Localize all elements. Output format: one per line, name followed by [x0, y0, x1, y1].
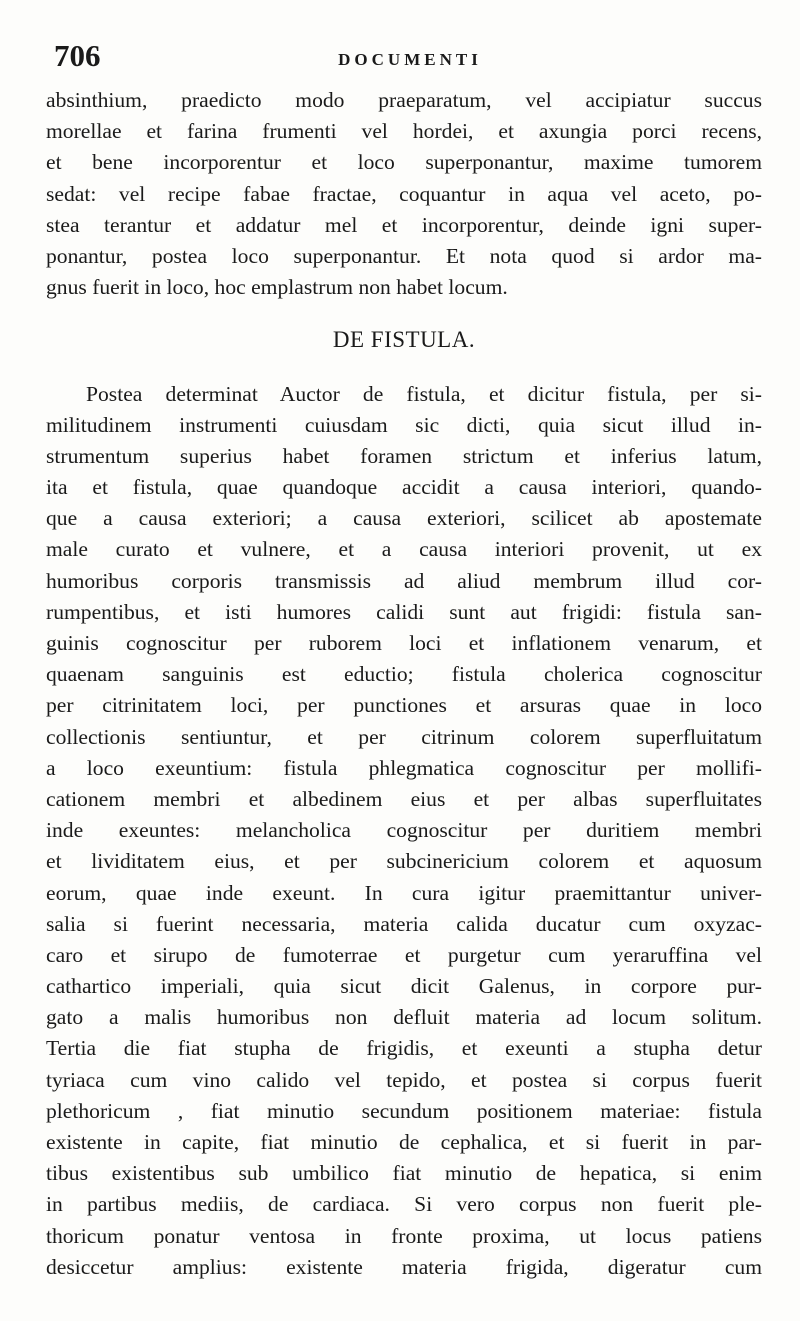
text-line: tibus existentibus sub umbilico fiat minutio de hepatica, si enim — [46, 1161, 762, 1186]
text-line: ponantur, postea loco superponantur. Et nota quod si ardor ma- — [46, 243, 762, 268]
text-line: rumpentibus, et isti humores calidi sunt aut frigidi: fistula san- — [46, 599, 762, 624]
text-line: salia si fuerint necessaria, materia calida ducatur cum oxyzac- — [46, 911, 762, 936]
paragraph-2 — [46, 379, 762, 1283]
text-line: male curato et vulnere, et a causa interiori provenit, ut ex — [46, 537, 762, 562]
text-line: cathartico imperiali, quia sicut dicit Galenus, in corpore pur- — [46, 974, 762, 999]
body-text — [46, 85, 762, 1283]
page-number: 706 — [54, 38, 101, 73]
text-line: per citrinitatem loci, per punctiones et arsuras quae in loco — [46, 693, 762, 718]
text-line: collectionis sentiuntur, et per citrinum colorem superfluitatum — [46, 724, 762, 749]
text-line: tyriaca cum vino calido vel tepido, et postea si corpus fuerit — [46, 1067, 762, 1092]
text-line: plethoricum , fiat minutio secundum positionem materiae: fistula — [46, 1098, 762, 1123]
text-line: et lividitatem eius, et per subcinericium colorem et aquosum — [46, 849, 762, 874]
text-line: ita et fistula, quae quandoque accidit a causa interiori, quando- — [46, 475, 762, 500]
text-line: absinthium, praedicto modo praeparatum, vel accipiatur succus — [46, 88, 762, 112]
text-line: que a causa exteriori; a causa exteriori, scilicet ab apostemate — [46, 506, 762, 531]
text-line: et bene incorporentur et loco superponantur, maxime tumorem — [46, 150, 762, 175]
text-line: stea terantur et addatur mel et incorporentur, deinde igni super- — [46, 212, 762, 237]
text-line: sedat: vel recipe fabae fractae, coquantur in aqua vel aceto, po- — [46, 181, 762, 206]
text-line: humoribus corporis transmissis ad aliud membrum illud cor- — [46, 568, 762, 593]
text-line: a loco exeuntium: fistula phlegmatica cognoscitur per mollifi- — [46, 755, 762, 780]
text-line: gnus fuerit in loco, hoc emplastrum non habet locum. — [46, 275, 508, 300]
text-line: morellae et farina frumenti vel hordei, et axungia porci recens, — [46, 119, 762, 144]
text-line: militudinem instrumenti cuiusdam sic dicti, quia sicut illud in- — [46, 412, 762, 437]
text-line: Postea determinat Auctor de fistula, et dicitur fistula, per si- — [86, 381, 762, 406]
text-line: caro et sirupo de fumoterrae et purgetur cum yeraruffina vel — [46, 942, 762, 967]
text-line: existente in capite, fiat minutio de cephalica, et si fuerit in par- — [46, 1130, 762, 1154]
text-line: in partibus mediis, de cardiaca. Si vero corpus non fuerit ple- — [46, 1192, 762, 1217]
paragraph-1 — [46, 85, 762, 303]
text-line: eorum, quae inde exeunt. In cura igitur praemittantur univer- — [46, 880, 762, 905]
text-line: inde exeuntes: melancholica cognoscitur per duritiem membri — [46, 818, 762, 843]
text-line: gato a malis humoribus non defluit materia ad locum solitum. — [46, 1005, 762, 1030]
page-header — [40, 38, 780, 82]
text-line: Tertia die fiat stupha de frigidis, et exeunti a stupha detur — [46, 1036, 762, 1061]
text-line: strumentum superius habet foramen strictum et inferius latum, — [46, 443, 762, 468]
text-line: desiccetur amplius: existente materia frigida, digeratur cum — [46, 1254, 762, 1279]
section-heading: DE FISTULA. — [332, 327, 476, 353]
text-line: guinis cognoscitur per ruborem loci et inflationem venarum, et — [46, 631, 762, 655]
text-line: quaenam sanguinis est eductio; fistula cholerica cognoscitur — [46, 662, 762, 687]
text-line: thoricum ponatur ventosa in fronte proxima, ut locus patiens — [46, 1223, 762, 1248]
text-line: cationem membri et albedinem eius et per albas superfluitates — [46, 786, 762, 811]
running-head: DOCUMENTI — [338, 50, 482, 69]
